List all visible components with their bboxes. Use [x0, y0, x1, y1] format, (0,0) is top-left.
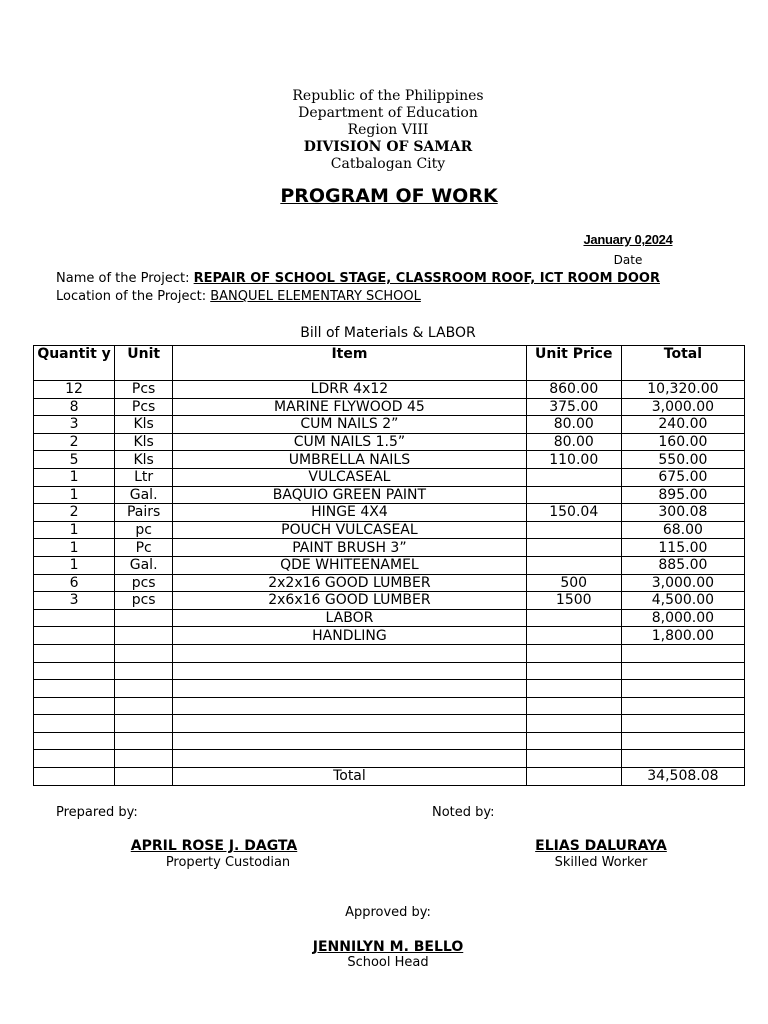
row-total: [621, 680, 744, 698]
table-row: [34, 662, 745, 680]
row-total: 550.00: [621, 451, 744, 469]
row-item: CUM NAILS 1.5”: [173, 433, 526, 451]
row-quantity: [34, 715, 115, 733]
table-row: [34, 644, 745, 662]
row-unit: Gal.: [115, 556, 173, 574]
row-item: 2x6x16 GOOD LUMBER: [173, 592, 526, 610]
row-item: HINGE 4X4: [173, 504, 526, 522]
row-quantity: 1: [34, 539, 115, 557]
row-total: 4,500.00: [621, 592, 744, 610]
row-item: BAQUIO GREEN PAINT: [173, 486, 526, 504]
table-row: [34, 433, 745, 451]
project-location-line: [56, 289, 421, 304]
row-total: 115.00: [621, 539, 744, 557]
row-unit-price: [526, 644, 621, 662]
table-row: [34, 627, 745, 645]
row-total: [621, 750, 744, 768]
table-row: [34, 609, 745, 627]
table-row: [34, 592, 745, 610]
row-unit: [115, 715, 173, 733]
prepared-by-role: Property Custodian: [165, 855, 291, 870]
row-quantity: 3: [34, 592, 115, 610]
row-item: HANDLING: [173, 627, 526, 645]
row-unit-price: 375.00: [526, 398, 621, 416]
page-title: PROGRAM OF WORK: [280, 185, 498, 207]
row-unit: [115, 644, 173, 662]
row-unit: Kls: [115, 416, 173, 434]
row-total: 675.00: [621, 468, 744, 486]
project-location-value: BANQUEL ELEMENTARY SCHOOL: [210, 289, 421, 304]
table-total-row: [34, 768, 745, 786]
row-item: POUCH VULCASEAL: [173, 521, 526, 539]
row-item: CUM NAILS 2”: [173, 416, 526, 434]
row-quantity: [34, 662, 115, 680]
noted-by-role: Skilled Worker: [554, 855, 648, 870]
row-unit-price: [526, 662, 621, 680]
header-region: Region VIII: [347, 122, 429, 138]
row-total: [621, 662, 744, 680]
header-division: DIVISION OF SAMAR: [303, 139, 473, 155]
row-total: [621, 697, 744, 715]
table-row: [34, 521, 745, 539]
table-body: [34, 381, 745, 768]
row-unit-price: [526, 750, 621, 768]
project-name-label: Name of the Project:: [56, 271, 190, 286]
row-unit-price: 110.00: [526, 451, 621, 469]
row-quantity: 6: [34, 574, 115, 592]
table-row: [34, 680, 745, 698]
approved-by-name: JENNILYN M. BELLO: [312, 939, 464, 955]
row-quantity: [34, 680, 115, 698]
table-row: [34, 556, 745, 574]
row-unit-price: 80.00: [526, 416, 621, 434]
row-unit-price: 150.04: [526, 504, 621, 522]
table-row: [34, 715, 745, 733]
approved-by-role: School Head: [347, 955, 429, 970]
total-value: 34,508.08: [621, 768, 744, 786]
row-unit-price: [526, 521, 621, 539]
row-quantity: 3: [34, 416, 115, 434]
table-row: [34, 451, 745, 469]
col-header-unit-price: Unit Price: [526, 346, 621, 381]
row-quantity: 1: [34, 521, 115, 539]
row-quantity: 1: [34, 556, 115, 574]
row-unit-price: [526, 486, 621, 504]
row-quantity: 1: [34, 486, 115, 504]
project-name-value: REPAIR OF SCHOOL STAGE, CLASSROOM ROOF, ICT ROOM DOOR: [193, 271, 660, 286]
col-header-total: Total: [621, 346, 744, 381]
table-row: [34, 398, 745, 416]
row-total: [621, 732, 744, 750]
row-unit: Kls: [115, 433, 173, 451]
table-header-row: [34, 346, 745, 381]
row-item: [173, 644, 526, 662]
bill-of-materials-table: [33, 345, 745, 786]
row-item: [173, 680, 526, 698]
row-total: 160.00: [621, 433, 744, 451]
row-unit-price: [526, 539, 621, 557]
table-row: [34, 539, 745, 557]
row-item: VULCASEAL: [173, 468, 526, 486]
row-quantity: [34, 697, 115, 715]
header-department: Department of Education: [298, 105, 478, 121]
col-header-quantity: Quantit y: [34, 346, 115, 381]
bom-title: Bill of Materials & LABOR: [300, 325, 476, 341]
header-city: Catbalogan City: [330, 156, 446, 172]
table-row: [34, 381, 745, 399]
row-item: MARINE FLYWOOD 45: [173, 398, 526, 416]
row-unit: [115, 627, 173, 645]
row-unit-price: [526, 468, 621, 486]
row-total: [621, 644, 744, 662]
table-row: [34, 574, 745, 592]
noted-by-name: ELIAS DALURAYA: [535, 838, 667, 854]
header-republic: Republic of the Philippines: [292, 88, 484, 104]
row-unit: Pcs: [115, 381, 173, 399]
prepared-by-name: APRIL ROSE J. DAGTA: [130, 838, 298, 854]
row-quantity: [34, 732, 115, 750]
row-unit-price: [526, 627, 621, 645]
row-quantity: 1: [34, 468, 115, 486]
row-total: [621, 715, 744, 733]
row-total: 300.08: [621, 504, 744, 522]
total-cell-empty: [34, 768, 115, 786]
row-quantity: [34, 644, 115, 662]
table-row: [34, 486, 745, 504]
total-cell-empty: [526, 768, 621, 786]
row-quantity: 2: [34, 433, 115, 451]
row-unit-price: 80.00: [526, 433, 621, 451]
row-item: LABOR: [173, 609, 526, 627]
row-item: [173, 697, 526, 715]
date-label: Date: [613, 253, 643, 267]
project-location-label: Location of the Project:: [56, 289, 207, 304]
row-unit: pcs: [115, 574, 173, 592]
date-value: January 0,2024: [583, 232, 673, 247]
row-unit: [115, 750, 173, 768]
row-total: 240.00: [621, 416, 744, 434]
prepared-by-label: Prepared by:: [56, 805, 138, 820]
table-row: [34, 697, 745, 715]
row-item: [173, 662, 526, 680]
row-item: [173, 732, 526, 750]
row-unit: [115, 732, 173, 750]
project-name-line: [56, 271, 660, 286]
row-item: UMBRELLA NAILS: [173, 451, 526, 469]
row-item: LDRR 4x12: [173, 381, 526, 399]
row-total: 3,000.00: [621, 398, 744, 416]
row-unit-price: [526, 556, 621, 574]
row-total: 8,000.00: [621, 609, 744, 627]
row-unit-price: [526, 609, 621, 627]
row-unit-price: [526, 732, 621, 750]
row-unit: Gal.: [115, 486, 173, 504]
approved-by-label: Approved by:: [345, 905, 431, 920]
row-total: 895.00: [621, 486, 744, 504]
row-unit-price: [526, 680, 621, 698]
table-row: [34, 468, 745, 486]
row-item: [173, 750, 526, 768]
row-unit: pcs: [115, 592, 173, 610]
row-quantity: 5: [34, 451, 115, 469]
row-item: [173, 715, 526, 733]
row-quantity: 12: [34, 381, 115, 399]
row-unit-price: [526, 697, 621, 715]
row-quantity: [34, 750, 115, 768]
row-unit: Pc: [115, 539, 173, 557]
row-unit-price: 1500: [526, 592, 621, 610]
row-total: 3,000.00: [621, 574, 744, 592]
row-unit-price: 860.00: [526, 381, 621, 399]
row-unit: Ltr: [115, 468, 173, 486]
row-quantity: 2: [34, 504, 115, 522]
table-row: [34, 504, 745, 522]
col-header-unit: Unit: [115, 346, 173, 381]
row-unit: Pcs: [115, 398, 173, 416]
row-unit-price: 500: [526, 574, 621, 592]
row-item: 2x2x16 GOOD LUMBER: [173, 574, 526, 592]
total-cell-empty: [115, 768, 173, 786]
row-item: PAINT BRUSH 3”: [173, 539, 526, 557]
row-unit: Pairs: [115, 504, 173, 522]
row-unit-price: [526, 715, 621, 733]
table-row: [34, 416, 745, 434]
noted-by-label: Noted by:: [432, 805, 495, 820]
table-row: [34, 750, 745, 768]
row-total: 1,800.00: [621, 627, 744, 645]
row-item: QDE WHITEENAMEL: [173, 556, 526, 574]
row-total: 68.00: [621, 521, 744, 539]
col-header-item: Item: [173, 346, 526, 381]
total-label: Total: [173, 768, 526, 786]
table-row: [34, 732, 745, 750]
row-unit: [115, 680, 173, 698]
row-unit: [115, 697, 173, 715]
row-unit: pc: [115, 521, 173, 539]
row-quantity: 8: [34, 398, 115, 416]
row-total: 885.00: [621, 556, 744, 574]
row-quantity: [34, 627, 115, 645]
row-unit: [115, 609, 173, 627]
row-unit: [115, 662, 173, 680]
row-unit: Kls: [115, 451, 173, 469]
row-quantity: [34, 609, 115, 627]
row-total: 10,320.00: [621, 381, 744, 399]
